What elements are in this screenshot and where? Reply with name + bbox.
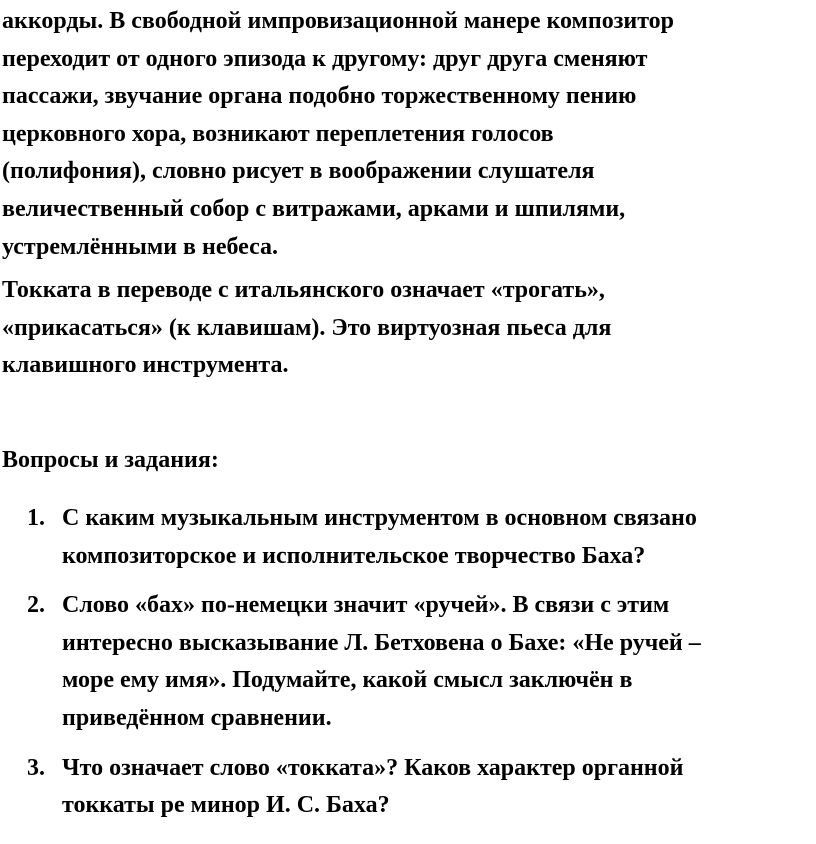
questions-list: [2, 500, 814, 825]
text-line: устремлёнными в небеса.: [2, 233, 279, 260]
text-line: композиторское и исполнительское творчество Баха?: [62, 542, 646, 569]
question-item: [2, 750, 814, 825]
text-line: приведённом сравнении.: [62, 704, 332, 731]
question-number: 2.: [27, 592, 45, 619]
text-line: интересно высказывание Л. Бетховена о Бахе: «Не ручей –: [62, 629, 701, 656]
text-line: Токката в переводе с итальянского означает «трогать»,: [2, 277, 605, 304]
question-number: 3.: [27, 754, 45, 781]
text-line: С каким музыкальным инструментом в основном связано: [62, 504, 697, 531]
text-line: переходит от одного эпизода к другому: друг друга сменяют: [2, 45, 648, 72]
paragraph-organ-description: [2, 3, 814, 266]
text-line: Слово «бах» по-немецки значит «ручей». В связи с этим: [62, 592, 670, 619]
text-line: «прикасаться» (к клавишам). Это виртуозная пьеса для: [2, 314, 612, 341]
questions-heading: Вопросы и задания:: [2, 446, 219, 473]
text-line: клавишного инструмента.: [2, 352, 289, 379]
text-line: море ему имя». Подумайте, какой смысл заключён в: [62, 667, 633, 694]
text-line: церковного хора, возникают переплетения голосов: [2, 120, 554, 147]
text-line: (полифония), словно рисует в воображении слушателя: [2, 158, 595, 185]
text-line: токкаты ре минор И. С. Баха?: [62, 792, 390, 819]
question-item: [2, 587, 814, 737]
paragraph-toccata-definition: [2, 272, 814, 385]
text-line: величественный собор с витражами, арками и шпилями,: [2, 195, 626, 222]
text-line: Что означает слово «токката»? Каков характер органной: [62, 754, 684, 781]
text-line: пассажи, звучание органа подобно торжественному пению: [2, 83, 637, 110]
question-number: 1.: [27, 504, 45, 531]
document-page: [2, 3, 814, 825]
question-item: [2, 500, 814, 575]
text-line: аккорды. В свободной импровизационной манере композитор: [2, 8, 675, 34]
